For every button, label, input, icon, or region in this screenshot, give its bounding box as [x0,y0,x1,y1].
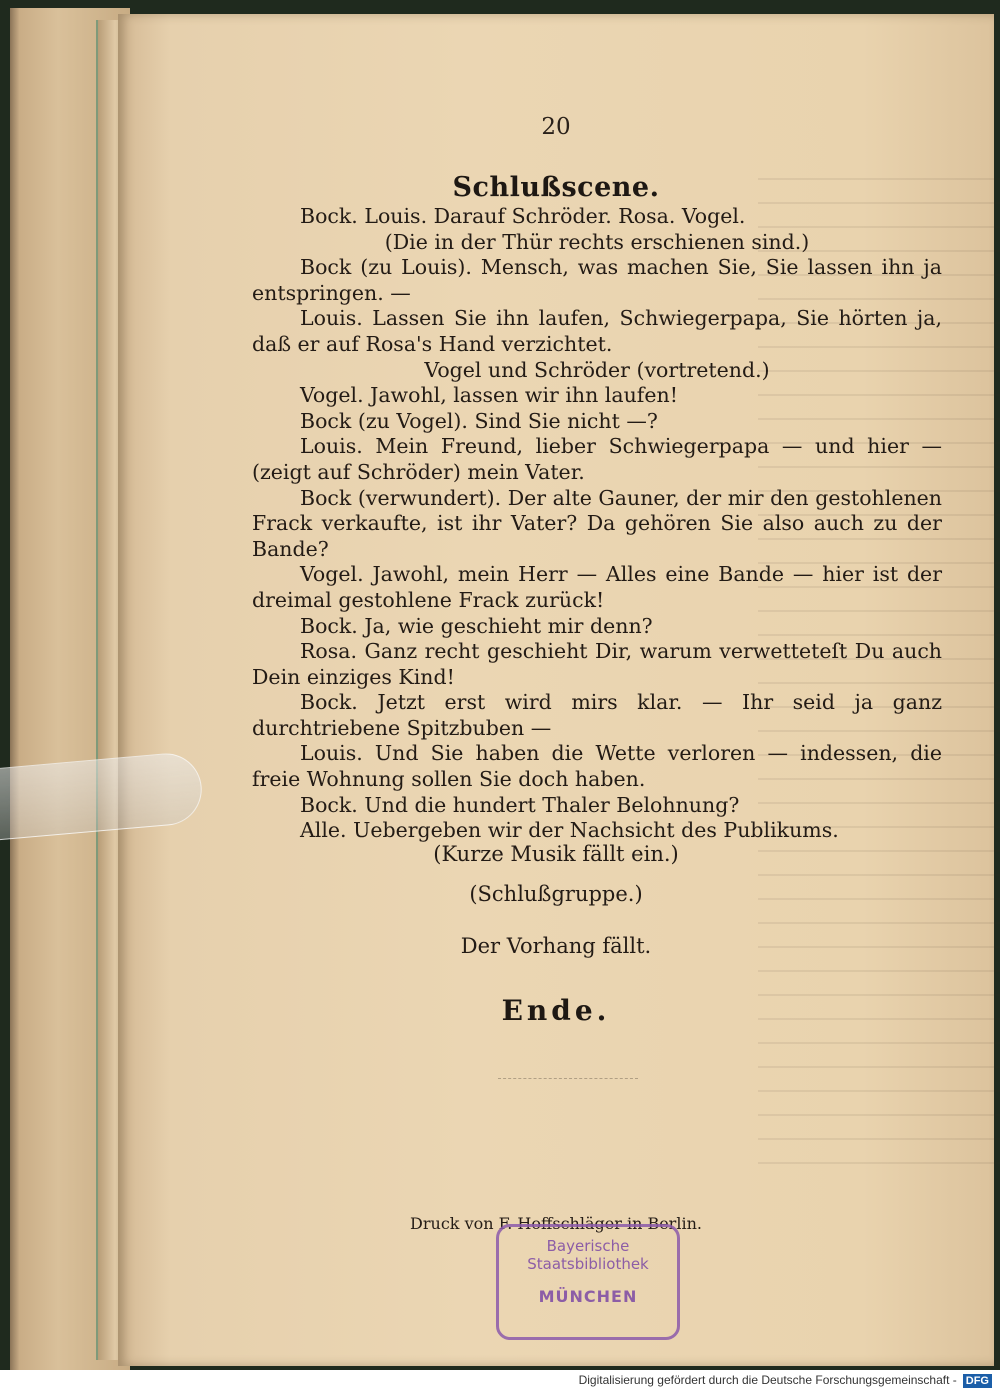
page-number: 20 [541,114,571,140]
footer-text: Digitalisierung gefördert durch die Deutsche Forschungsgemeinschaft - [578,1373,957,1387]
scene-heading: Schlußscene. [452,172,660,203]
stage-direction-group: (Schlußgruppe.) [469,882,643,906]
dialogue-line: Bock. Und die hundert Thaler Belohnung? [300,792,740,817]
stage-direction-music: (Kurze Musik fällt ein.) [433,842,679,866]
dialogue-line: Rosa. Ganz recht geschieht Dir, warum verwetteteſt Du auch Dein einziges Kind! [252,639,942,689]
dialogue-line: Bock. Ja, wie geschieht mir denn? [300,613,653,638]
dialogue-line: Vogel. Jawohl, lassen wir ihn laufen! [300,383,678,408]
stamp-line: MÜNCHEN [538,1287,638,1306]
dialogue-line: Bock. Jetzt erst wird mirs klar. — Ihr seid ja ganz durchtriebene Spitzbuben — [252,690,942,740]
dialogue-line: Vogel. Jawohl, mein Herr — Alles eine Bande — hier ist der dreimal gestohlene Frack zurück! [252,562,942,612]
dialogue-line: Louis. Lassen Sie ihn laufen, Schwiegerpapa, Sie hörten ja, daß er auf Rosa's Hand verzichtet. [252,306,942,356]
end-title: Ende. [501,994,611,1027]
dialogue-line: Bock (zu Vogel). Sind Sie nicht —? [300,408,658,433]
ornament-divider [498,1078,638,1085]
stage-direction: (Die in der Thür rechts erschienen sind.) [384,229,810,254]
dialogue-line: Louis. Mein Freund, lieber Schwiegerpapa — und hier — (zeigt auf Schröder) mein Vater. [252,434,942,484]
stage-direction-curtain: Der Vorhang fällt. [460,934,652,958]
dialogue-line: Bock (verwundert). Der alte Gauner, der mir den gestohlenen Frack verkaufte, ist ihr Vater? Da gehören Sie also auch zu der Bande? [252,485,942,561]
stamp-line: Bayerische [546,1237,630,1255]
dfg-logo-icon: DFG [963,1374,992,1388]
dialogue-block [252,204,942,844]
stage-direction: Vogel und Schröder (vortretend.) [424,357,770,382]
dialogue-line: Louis. Und Sie haben die Wette verloren — indessen, die freie Wohnung sollen Sie doch haben. [252,741,942,792]
printer-imprint: Druck von F. Hoffschläger in Berlin. [410,1214,702,1233]
dialogue-line: Bock. Louis. Darauf Schröder. Rosa. Vogel. [300,204,746,228]
stamp-line: Staatsbibliothek [527,1255,649,1273]
digitization-footer [0,1370,1000,1391]
dialogue-line: Bock (zu Louis). Mensch, was machen Sie, Sie lassen ihn ja entspringen. — [252,255,942,305]
library-stamp [496,1224,680,1340]
dialogue-line: Alle. Uebergeben wir der Nachsicht des Publikums. [300,818,839,843]
book-page [118,14,994,1366]
